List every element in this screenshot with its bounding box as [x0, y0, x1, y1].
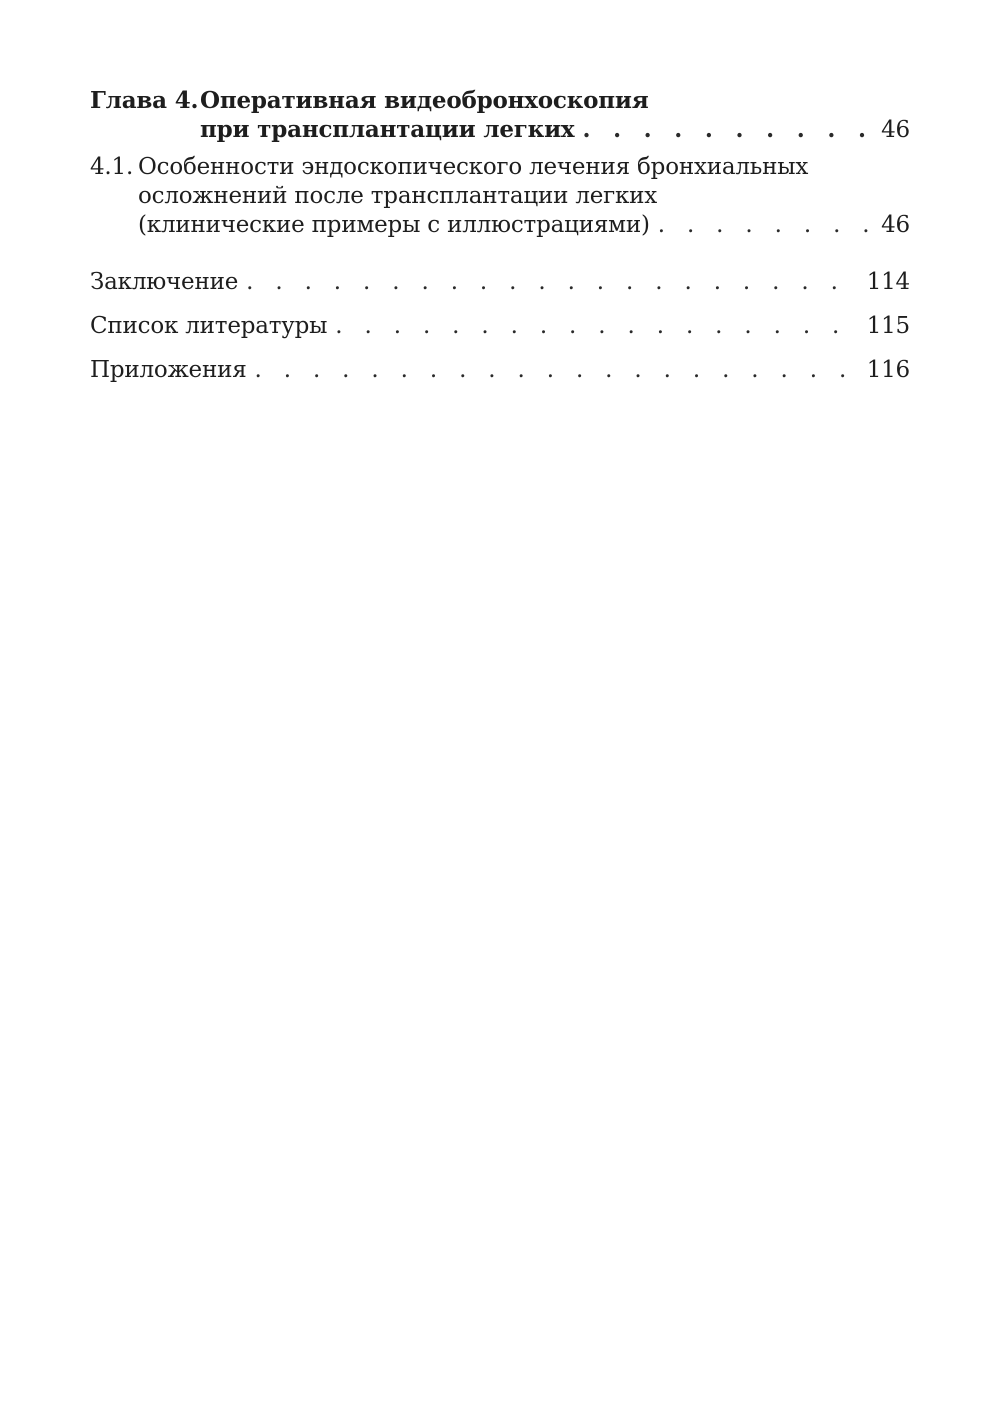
dot-leader: [582, 115, 875, 144]
dot-leader: [246, 268, 861, 297]
toc-section-line-1: [90, 153, 910, 182]
section-title-line-2: осложнений после трансплантации легких: [138, 183, 658, 209]
toc-chapter-4: [90, 86, 910, 145]
page-number: 46: [881, 212, 910, 238]
chapter-label: Глава 4.: [90, 87, 199, 114]
chapter-title-line-1: Оперативная видеобронхоскопия: [200, 87, 649, 114]
section-number: 4.1.: [90, 154, 134, 180]
toc-entry-appendices: [90, 356, 910, 385]
section-title-line-1: Особенности эндоскопического лечения бронхиальных: [138, 154, 809, 180]
toc-entry-conclusion: [90, 268, 910, 297]
toc-section-4-1: [90, 153, 910, 240]
toc-chapter-4-line-2: [90, 115, 910, 145]
dot-leader: [335, 312, 860, 341]
toc-section-line-3: [90, 211, 910, 240]
page-number: 46: [881, 117, 910, 143]
dot-leader: [658, 211, 875, 240]
page-number: 116: [866, 357, 910, 383]
page-number: 115: [866, 313, 910, 339]
page-number: 114: [866, 269, 910, 295]
section-title-line-3: (клинические примеры с иллюстрациями): [138, 212, 650, 238]
entry-title: Список литературы: [90, 313, 328, 339]
entry-title: Приложения: [90, 357, 247, 383]
table-of-contents: [90, 86, 910, 400]
toc-chapter-4-line-1: [90, 86, 910, 115]
toc-entry-references: [90, 312, 910, 341]
dot-leader: [255, 356, 861, 385]
toc-section-line-2: [90, 182, 910, 211]
entry-title: Заключение: [90, 269, 239, 295]
chapter-title-line-2: при трансплантации легких: [200, 116, 575, 143]
